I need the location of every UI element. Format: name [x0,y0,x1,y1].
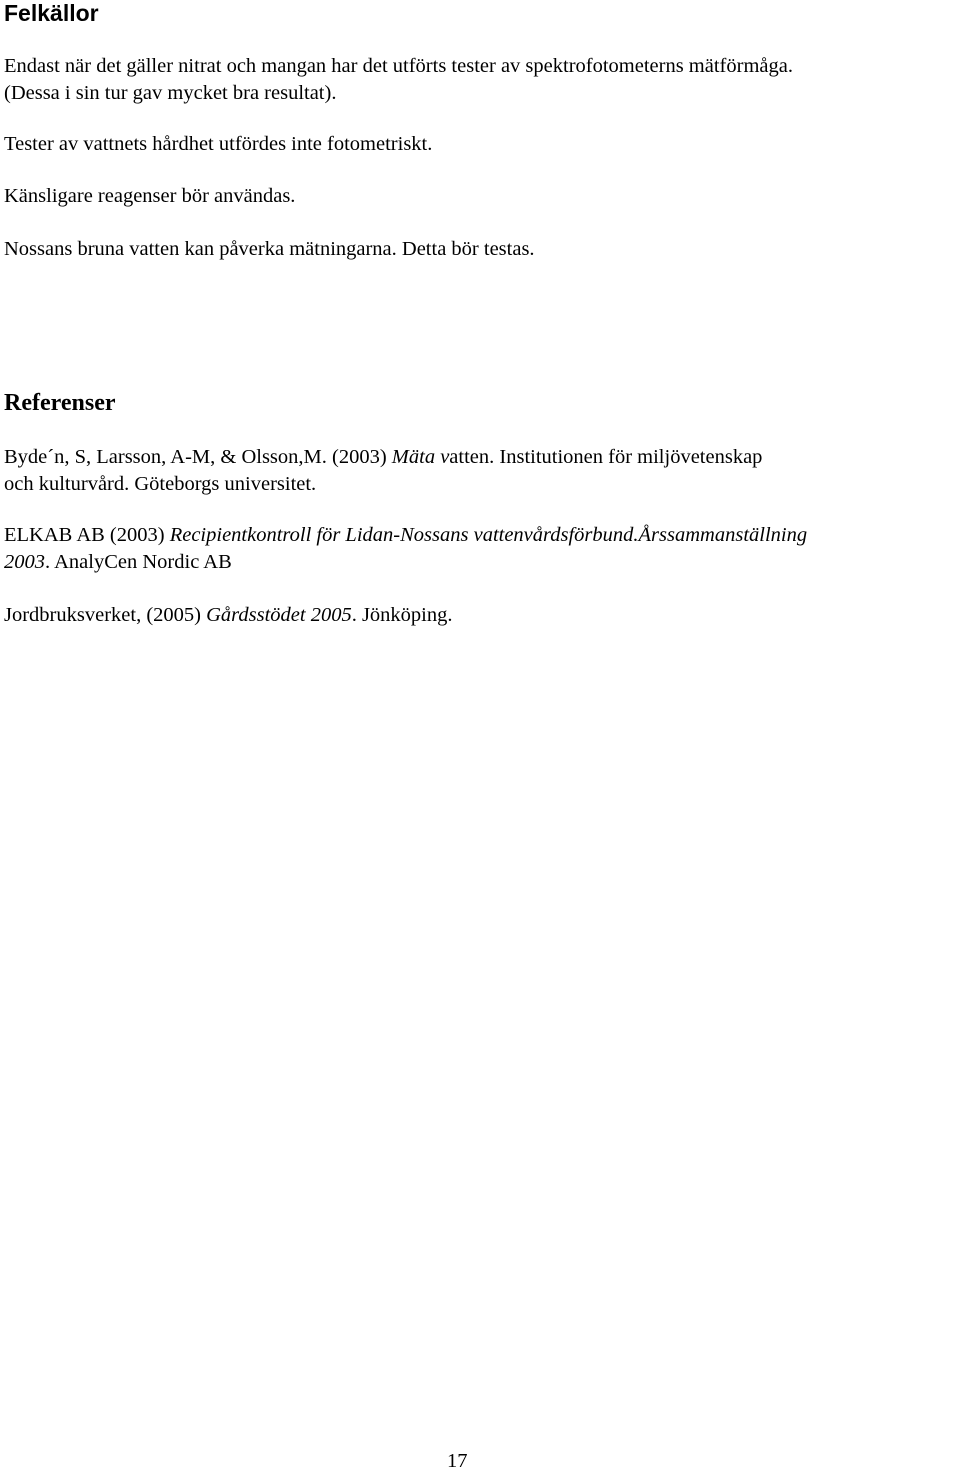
reference-line [4,549,959,576]
reference-line: och kulturvård. Göteborgs universitet. [4,473,317,495]
reference-publisher: . Jönköping. [351,604,453,626]
reference-authors: Byde´n, S, Larsson, A-M, & Olsson,M. (2003) [4,446,392,468]
paragraph-hardness: Tester av vattnets hårdhet utfördes inte fotometriskt. [4,133,433,155]
reference-title-continued: 2003 [4,551,45,573]
section-heading-referenser: Referenser [4,390,116,416]
reference-jordbruksverket [4,602,959,629]
reference-authors: ELKAB AB (2003) [4,524,170,546]
reference-line [4,444,959,471]
reference-line [4,522,959,549]
reference-title: Recipientkontroll för Lidan-Nossans vattenvårdsförbund.Årssammanställning [169,524,808,546]
reference-title: Mäta v [391,446,450,468]
reference-title: Gårdsstödet 2005 [206,604,352,626]
paragraph-line: Endast när det gäller nitrat och mangan har det utförts tester av spektrofotometerns mätförmåga. [4,55,793,77]
reference-byden [4,444,959,498]
paragraph-brown-water: Nossans bruna vatten kan påverka mätningarna. Detta bör testas. [4,238,535,260]
paragraph-reagents: Känsligare reagenser bör användas. [4,185,296,207]
section-heading-felkallor: Felkällor [4,0,99,26]
reference-publisher: atten. Institutionen för miljövetenskap [449,446,763,468]
paragraph-line: (Dessa i sin tur gav mycket bra resultat). [4,82,337,104]
reference-elkab [4,522,959,576]
reference-publisher: . AnalyCen Nordic AB [45,551,232,573]
paragraph-spectrophotometer [4,53,959,107]
reference-authors: Jordbruksverket, (2005) [4,604,207,626]
page-number: 17 [447,1450,468,1472]
